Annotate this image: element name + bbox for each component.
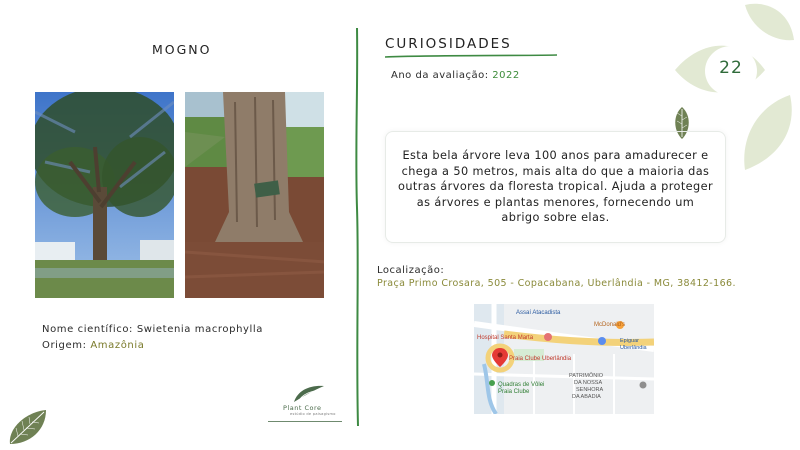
section-title: CURIOSIDADES [385,36,512,52]
evaluation-row [391,70,520,81]
map-label-patrimonio-3: SENHORA [576,387,604,393]
tree-info [42,322,263,354]
map-label-mcdonalds: McDonald's [594,322,626,328]
location-label: Localização: [377,265,445,276]
map-label-hospital: Hospital Santa Marta [477,335,534,341]
location-address: Praça Primo Crosara, 505 - Copacabana, Uberlândia - MG, 38412-166. [377,278,736,289]
tree-photo-trunk [185,92,324,298]
map-label-quadras-2: Praia Clube [498,389,530,395]
logo-underline [268,421,342,422]
map-label-assai: Assaí Atacadista [516,310,561,316]
logo-name: Plant Core [283,404,322,412]
tree-name-title: MOGNO [152,42,212,57]
vertical-divider [352,28,362,428]
title-underline [385,53,557,59]
map-label-epiguar: Epiguar [620,338,639,344]
origin-label: Origem: [42,340,87,351]
page-number: 22 [719,58,743,78]
scientific-name-row [42,322,263,338]
origin-value: Amazônia [90,340,145,351]
description-text: Esta bela árvore leva 100 anos para amadurecer e chega a 50 metros, mais alta do que a maioria das outras árvores da floresta tropical. Ajuda a proteger as árvores e plantas menores, fornecendo um abrigo sobre elas. [398,149,713,225]
location-map[interactable] [474,304,654,414]
map-label-patrimonio-4: DA ABADIA [572,394,601,400]
map-label-praia-clube: Praia Clube Uberlândia [509,356,572,362]
evaluation-year: 2022 [492,70,520,81]
description-card [385,131,726,243]
map-label-quadras-1: Quadras de Vôlei [498,382,545,388]
map-label-patrimonio-1: PATRIMÔNIO [569,373,604,379]
plant-core-logo-icon [292,384,326,404]
evaluation-label: Ano da avaliação: [391,70,489,81]
scientific-name-value: Swietenia macrophylla [136,324,264,335]
scientific-name-label: Nome científico: [42,324,134,335]
map-label-epiguar-city: Uberlândia [620,345,647,351]
logo-tagline: estúdio de paisagismo [290,412,336,416]
leaf-decoration-bottom-left [8,408,48,446]
origin-row [42,338,263,354]
map-label-patrimonio-2: DA NOSSA [574,380,603,386]
tree-photo-canopy [35,92,174,298]
